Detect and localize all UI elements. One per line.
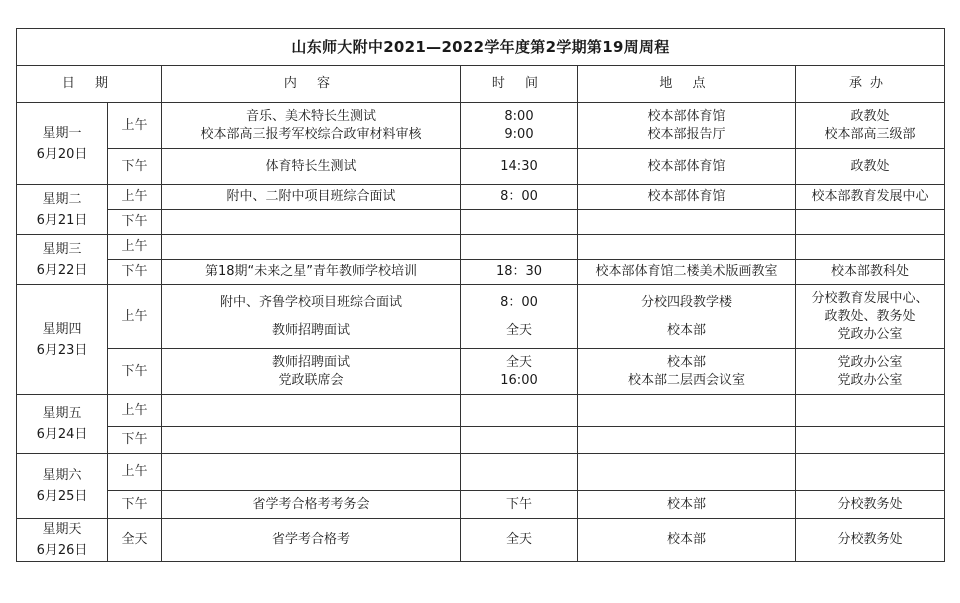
host-line: 校本部教育发展中心	[811, 189, 929, 204]
time-line: 全天	[505, 322, 532, 338]
time-cell	[461, 349, 578, 395]
period-cell: 下午	[108, 149, 162, 185]
content-line: 附中、齐鲁学校项目班综合面试	[219, 294, 402, 310]
host-cell	[796, 235, 945, 260]
weekday-label: 星期六	[42, 468, 82, 483]
weekday-label: 星期天	[42, 522, 82, 537]
time-cell	[461, 395, 578, 427]
host-line: 政教处	[850, 108, 890, 124]
content-line: 省学考合格考考务会	[252, 496, 370, 512]
day-cell	[17, 103, 108, 185]
host-cell	[796, 454, 945, 491]
schedule-row	[17, 103, 945, 149]
period-cell: 下午	[108, 210, 162, 235]
place-line: 校本部体育馆	[647, 108, 726, 124]
content-line: 党政联席会	[278, 372, 344, 388]
period-cell: 下午	[108, 260, 162, 285]
place-line: 校本部	[666, 532, 706, 547]
time-cell	[461, 149, 578, 185]
place-cell	[578, 491, 796, 519]
host-cell	[796, 519, 945, 562]
host-line: 校本部高三级部	[824, 126, 916, 142]
schedule-row	[17, 454, 945, 491]
time-line: 8：00	[500, 294, 538, 310]
title-row	[17, 29, 945, 66]
time-line: 14:30	[500, 158, 538, 174]
time-cell	[461, 491, 578, 519]
schedule-row	[17, 260, 945, 285]
place-cell	[578, 454, 796, 491]
schedule-row	[17, 210, 945, 235]
place-line: 校本部	[666, 354, 706, 370]
content-cell	[162, 491, 461, 519]
place-cell	[578, 210, 796, 235]
day-cell	[17, 395, 108, 454]
content-line: 体育特长生测试	[265, 158, 357, 174]
content-cell	[162, 185, 461, 210]
weekday-label: 星期一	[42, 125, 82, 141]
place-line: 校本部报告厅	[647, 126, 726, 142]
host-line: 党政办公室	[837, 372, 903, 388]
time-cell	[461, 454, 578, 491]
day-cell	[17, 519, 108, 562]
content-cell	[162, 260, 461, 285]
place-line: 校本部体育馆	[647, 189, 726, 204]
period-cell: 上午	[108, 285, 162, 349]
time-cell	[461, 427, 578, 454]
day-cell	[17, 185, 108, 235]
place-cell	[578, 185, 796, 210]
content-cell	[162, 395, 461, 427]
period-cell: 下午	[108, 491, 162, 519]
schedule-row	[17, 235, 945, 260]
content-line: 附中、二附中项目班综合面试	[226, 189, 396, 204]
time-line: 9:00	[504, 126, 534, 142]
time-line: 全天	[505, 354, 532, 370]
weekday-label: 星期五	[42, 406, 82, 421]
place-cell	[578, 103, 796, 149]
content-line: 省学考合格考	[271, 532, 350, 547]
place-line: 校本部体育馆二楼美术版画教室	[595, 264, 778, 279]
schedule-table	[16, 28, 945, 562]
host-cell	[796, 185, 945, 210]
place-line: 校本部二层西会议室	[627, 372, 745, 388]
host-line: 分校教务处	[837, 532, 903, 547]
blank-line	[162, 312, 460, 322]
time-line: 18：30	[495, 264, 543, 279]
date-label: 6月24日	[36, 427, 88, 442]
schedule-row	[17, 349, 945, 395]
place-cell	[578, 519, 796, 562]
weekday-label: 星期四	[42, 321, 82, 337]
place-cell	[578, 235, 796, 260]
blank-line	[578, 312, 795, 322]
host-line: 分校教育发展中心、	[811, 290, 929, 306]
content-cell	[162, 349, 461, 395]
time-line: 8：00	[500, 189, 538, 204]
host-cell	[796, 103, 945, 149]
host-line: 政教处	[850, 158, 890, 174]
host-cell	[796, 149, 945, 185]
time-line: 16:00	[500, 372, 538, 388]
date-label: 6月25日	[36, 489, 88, 504]
content-line: 教师招聘面试	[271, 354, 350, 370]
header-time: 时 间	[461, 66, 578, 103]
content-cell	[162, 454, 461, 491]
content-cell	[162, 519, 461, 562]
content-line: 校本部高三报考军校综合政审材料审核	[200, 126, 422, 142]
place-cell	[578, 395, 796, 427]
day-cell	[17, 285, 108, 395]
schedule-row	[17, 285, 945, 349]
place-cell	[578, 427, 796, 454]
day-cell	[17, 454, 108, 519]
schedule-row	[17, 491, 945, 519]
schedule-row	[17, 519, 945, 562]
host-line: 党政办公室	[837, 354, 903, 370]
header-place: 地 点	[578, 66, 796, 103]
period-cell: 上午	[108, 103, 162, 149]
time-cell	[461, 185, 578, 210]
host-cell	[796, 260, 945, 285]
date-label: 6月23日	[36, 342, 88, 358]
host-cell	[796, 349, 945, 395]
time-line: 全天	[505, 532, 532, 547]
time-cell	[461, 235, 578, 260]
period-cell: 上午	[108, 395, 162, 427]
host-line: 校本部教科处	[830, 264, 909, 279]
period-cell: 下午	[108, 349, 162, 395]
place-line: 分校四段教学楼	[640, 294, 732, 310]
date-label: 6月20日	[36, 146, 88, 162]
time-line: 8:00	[504, 108, 534, 124]
content-cell	[162, 103, 461, 149]
header-host: 承办	[796, 66, 945, 103]
period-cell: 上午	[108, 235, 162, 260]
header-date: 日 期	[17, 66, 162, 103]
host-cell	[796, 395, 945, 427]
period-cell: 下午	[108, 427, 162, 454]
date-label: 6月21日	[36, 212, 88, 228]
content-cell	[162, 235, 461, 260]
time-cell	[461, 260, 578, 285]
time-line: 下午	[505, 496, 532, 512]
schedule-body	[17, 103, 945, 562]
header-content: 内 容	[162, 66, 461, 103]
schedule-row	[17, 395, 945, 427]
host-cell	[796, 491, 945, 519]
content-cell	[162, 427, 461, 454]
header-row	[17, 66, 945, 103]
content-line: 教师招聘面试	[271, 322, 350, 338]
host-line: 党政办公室	[837, 326, 903, 342]
schedule-title: 山东师大附中2021—2022学年度第2学期第19周周程	[17, 29, 945, 66]
period-cell: 上午	[108, 454, 162, 491]
schedule-row	[17, 185, 945, 210]
schedule-row	[17, 427, 945, 454]
place-cell	[578, 149, 796, 185]
time-cell	[461, 103, 578, 149]
time-cell	[461, 285, 578, 349]
content-line: 第18期“未来之星”青年教师学校培训	[204, 264, 417, 279]
host-cell	[796, 210, 945, 235]
host-cell	[796, 285, 945, 349]
host-line: 政教处、教务处	[824, 308, 916, 324]
content-line: 音乐、美术特长生测试	[245, 108, 376, 124]
place-cell	[578, 260, 796, 285]
time-cell	[461, 210, 578, 235]
schedule-row	[17, 149, 945, 185]
host-cell	[796, 427, 945, 454]
host-line: 分校教务处	[837, 496, 903, 512]
content-cell	[162, 210, 461, 235]
day-cell	[17, 235, 108, 285]
period-cell: 全天	[108, 519, 162, 562]
weekday-label: 星期三	[42, 241, 82, 257]
content-cell	[162, 285, 461, 349]
place-cell	[578, 349, 796, 395]
content-cell	[162, 149, 461, 185]
weekday-label: 星期二	[42, 191, 82, 207]
place-line: 校本部	[666, 322, 706, 338]
period-cell: 上午	[108, 185, 162, 210]
date-label: 6月26日	[36, 543, 88, 558]
place-cell	[578, 285, 796, 349]
blank-line	[461, 312, 577, 322]
place-line: 校本部体育馆	[647, 158, 726, 174]
weekly-schedule-sheet	[16, 28, 944, 562]
date-label: 6月22日	[36, 262, 88, 278]
time-cell	[461, 519, 578, 562]
place-line: 校本部	[666, 496, 706, 512]
